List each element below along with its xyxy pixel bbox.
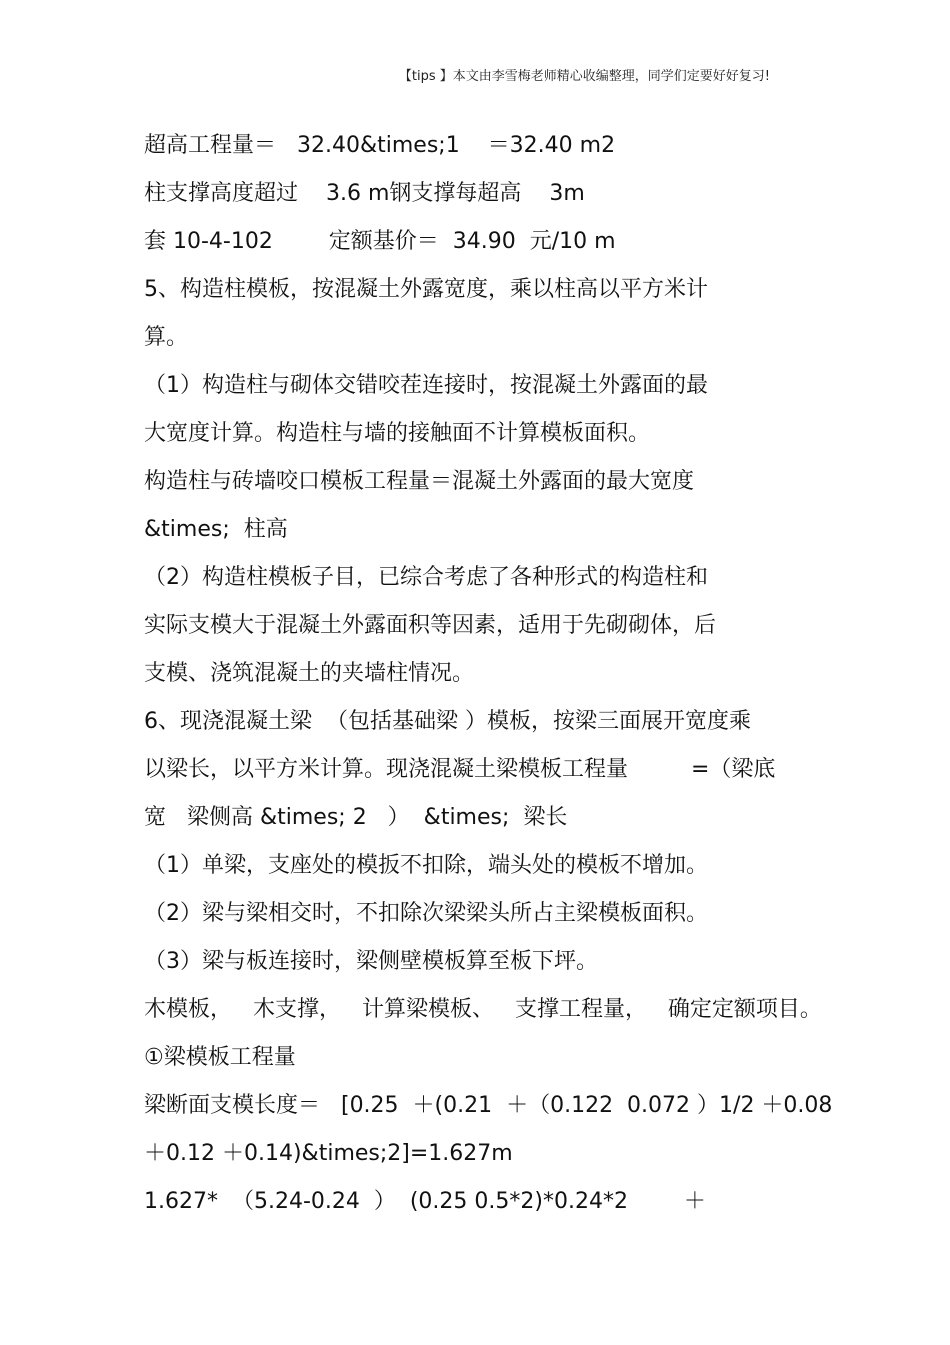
text-line: 大宽度计算。构造柱与墙的接触面不计算模板面积。 <box>144 421 651 446</box>
header-tip: 【tips 】本文由李雪梅老师精心收编整理，同学们定要好好复习! <box>398 69 770 84</box>
text-line: ＋0.12 ＋0.14)&times;2]=1.627m <box>144 1141 513 1166</box>
text-line: 算。 <box>144 325 189 350</box>
text-line: 构造柱与砖墙咬口模板工程量＝混凝土外露面的最大宽度 <box>144 469 695 494</box>
text-line: 6、现浇混凝土梁 （包括基础梁 ）模板，按梁三面展开宽度乘 <box>144 709 751 734</box>
text-line: （3）梁与板连接时，梁侧壁模板算至板下坪。 <box>144 949 598 974</box>
text-line: 梁断面支模长度＝ [0.25 ＋(0.21 ＋（0.122 0.072 ）1/2 ＋0.08 <box>144 1093 833 1118</box>
text-line: 套 10-4-102 定额基价＝ 34.90 元/10 m <box>144 229 616 254</box>
text-line: （1）单梁，支座处的模扳不扣除，端头处的模板不增加。 <box>144 853 708 878</box>
text-line: （2）构造柱模板子目，已综合考虑了各种形式的构造柱和 <box>144 565 708 590</box>
text-line: （1）构造柱与砌体交错咬茬连接时，按混凝土外露面的最 <box>144 373 708 398</box>
text-line: 5、构造柱模板，按混凝土外露宽度，乘以柱高以平方米计 <box>144 277 708 302</box>
text-line: 木模板， 木支撑， 计算梁模板、 支撑工程量， 确定定额项目。 <box>144 997 822 1022</box>
text-line: &times; 柱高 <box>144 517 288 542</box>
text-line: ①梁模板工程量 <box>144 1045 296 1070</box>
text-line: 以梁长，以平方米计算。现浇混凝土梁模板工程量 =（梁底 <box>144 757 776 782</box>
text-line: （2）梁与梁相交时，不扣除次梁梁头所占主梁模板面积。 <box>144 901 708 926</box>
text-line: 1.627* （5.24-0.24 ） (0.25 0.5*2)*0.24*2 ＋ <box>144 1189 706 1214</box>
text-line: 支模、浇筑混凝土的夹墙柱情况。 <box>144 661 475 686</box>
text-line: 超高工程量＝ 32.40&times;1 ＝32.40 m2 <box>144 133 616 158</box>
text-line: 实际支模大于混凝土外露面积等因素，适用于先砌砌体，后 <box>144 613 717 638</box>
document-body <box>144 126 844 1230</box>
text-line: 宽 梁侧高 &times; 2 ） &times; 梁长 <box>144 805 568 830</box>
text-line: 柱支撑高度超过 3.6 m钢支撑每超高 3m <box>144 181 585 206</box>
